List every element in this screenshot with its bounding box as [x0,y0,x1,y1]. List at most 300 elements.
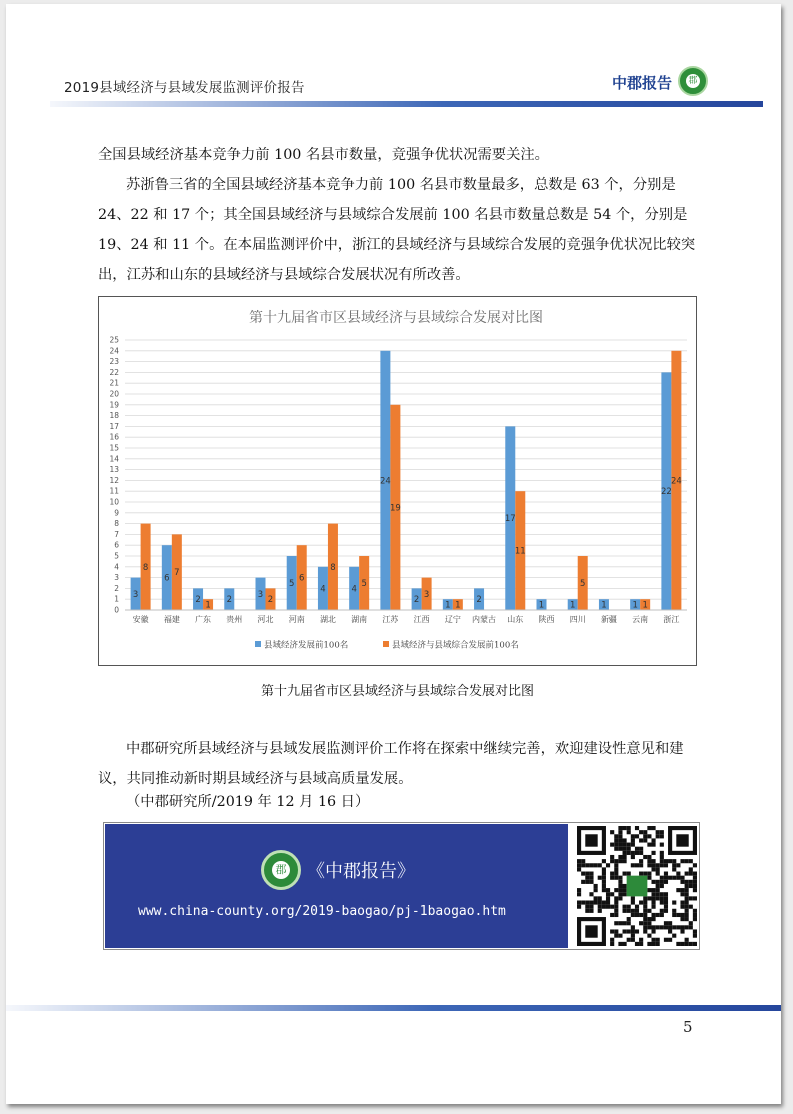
qr-module [693,872,697,876]
qr-module [693,876,697,880]
qr-module [631,838,635,842]
qr-module [664,872,668,876]
qr-module [639,921,643,925]
qr-module [623,888,627,892]
qr-module [693,942,697,946]
qr-module [672,925,676,929]
chart-title: 第十九届省市区县域经济与县域综合发展对比图 [249,310,543,326]
qr-module [651,863,655,867]
logo-char: 郡 [686,74,700,88]
data-label: 8 [330,562,336,573]
x-tick-label: 江西 [413,615,430,624]
qr-module [639,938,643,942]
qr-module [614,929,618,933]
x-tick-label: 陕西 [538,615,555,624]
qr-module [631,925,635,929]
qr-module [635,851,639,855]
qr-module [631,855,635,859]
data-label: 24 [670,476,682,487]
qr-module [623,921,627,925]
qr-module [631,851,635,855]
qr-module [618,880,622,884]
qr-module [614,913,618,917]
qr-module [689,921,693,925]
qr-module [647,921,651,925]
qr-module [581,859,585,863]
qr-module [685,917,689,921]
qr-module [602,884,606,888]
data-label: 11 [514,546,526,557]
qr-module [614,838,618,842]
paragraph-provinces: 苏浙鲁三省的全国县域经济基本竞争力前 100 名县市数量最多，总数是 63 个，分别是 24、22 和 17 个；其全国县域经济与县域综合发展前 100 名县市数量总数是 54 个，分别是 19、24 和 11 个。在本届监测评价中，浙江的县域经济与县域综合发展的竞强争优状况比较突出，江苏和山东的县域经济与县域综合发展状况有所改善。 [98,177,696,283]
qr-module [581,900,585,904]
qr-module [623,855,627,859]
qr-module [664,896,668,900]
qr-module [664,880,668,884]
data-label: 4 [351,584,357,595]
qr-module [693,896,697,900]
data-label: 1 [642,600,648,611]
qr-module [627,826,631,830]
qr-module [680,892,684,896]
qr-module [643,834,647,838]
qr-module [647,934,651,938]
qr-module [623,909,627,913]
qr-module [647,909,651,913]
qr-module [610,855,614,859]
qr-module [614,896,618,900]
qr-module [598,863,602,867]
qr-module [589,905,593,909]
qr-module [685,913,689,917]
qr-module [627,872,631,876]
qr-module [651,900,655,904]
qr-module [602,900,606,904]
y-tick-label: 21 [109,378,119,388]
qr-module [610,830,614,834]
qr-module [651,905,655,909]
qr-module [680,929,684,933]
x-tick-label: 内蒙古 [472,615,497,624]
qr-module [635,909,639,913]
qr-module [618,876,622,880]
data-label: 3 [423,589,430,600]
qr-module [614,843,618,847]
qr-module [618,921,622,925]
signature-line: （中郡研究所/2019 年 12 月 16 日） [126,794,370,810]
y-tick-label: 25 [109,335,119,345]
qr-module [689,859,693,863]
qr-module [635,834,639,838]
qr-module [631,929,635,933]
y-tick-label: 19 [109,400,119,410]
qr-module [598,909,602,913]
qr-module [656,880,660,884]
chart-frame [98,296,697,666]
y-tick-label: 14 [109,454,119,464]
qr-module [660,909,664,913]
qr-module [689,905,693,909]
qr-module [639,900,643,904]
qr-module [598,876,602,880]
qr-module [672,900,676,904]
y-tick-label: 1 [114,594,119,604]
qr-module [618,884,622,888]
qr-module [631,900,635,904]
qr-module [598,900,602,904]
qr-module [623,905,627,909]
qr-module [631,913,635,917]
qr-module [689,867,693,871]
qr-module [610,938,614,942]
qr-module [602,880,606,884]
qr-module [685,884,689,888]
x-tick-label: 山东 [507,615,524,624]
legend-swatch [383,641,389,647]
qr-module [693,929,697,933]
qr-module [660,855,664,859]
qr-module [627,938,631,942]
qr-module [610,876,614,880]
qr-module [610,913,614,917]
qr-module [577,859,581,863]
qr-module [639,942,643,946]
qr-module [643,925,647,929]
qr-module [651,859,655,863]
qr-module [589,880,593,884]
qr-module [618,896,622,900]
qr-code-icon[interactable] [577,826,697,946]
qr-module [614,876,618,880]
data-label: 4 [320,584,326,595]
data-label: 22 [660,487,672,498]
qr-module [610,905,614,909]
qr-module [656,896,660,900]
y-tick-label: 13 [109,465,119,475]
qr-module [585,900,589,904]
brand-name: 中郡报告 [612,74,673,92]
qr-module [577,867,581,871]
qr-module [693,913,697,917]
data-label: 1 [205,600,211,611]
qr-module [676,863,680,867]
qr-module [631,834,635,838]
qr-module [680,913,684,917]
qr-module [610,892,614,896]
qr-module [623,843,627,847]
qr-module [614,934,618,938]
x-tick-label: 福建 [163,615,180,624]
qr-module [676,888,680,892]
zhongjun-logo-icon [678,66,708,96]
qr-module [623,872,627,876]
qr-module [676,876,680,880]
x-tick-label: 湖南 [351,615,368,624]
data-label: 2 [267,595,274,606]
qr-module [606,892,610,896]
qr-module [656,892,660,896]
qr-module [660,876,664,880]
qr-module [656,888,660,892]
qr-module [606,905,610,909]
qr-module [618,934,622,938]
qr-module [685,872,689,876]
qr-module [623,884,627,888]
qr-module [639,872,643,876]
qr-module [656,884,660,888]
qr-module [664,876,668,880]
qr-module [651,942,655,946]
qr-module [614,863,618,867]
qr-module [647,888,651,892]
qr-module [614,859,618,863]
qr-module [643,917,647,921]
qr-module [651,925,655,929]
x-tick-label: 贵州 [226,615,243,624]
qr-module [651,917,655,921]
qr-module [589,900,593,904]
qr-module [589,876,593,880]
data-label: 1 [445,600,451,611]
qr-module [693,917,697,921]
qr-module [581,872,585,876]
qr-module [627,909,631,913]
qr-module [651,929,655,933]
running-header-title: 2019县域经济与县域发展监测评价报告 [64,80,305,96]
qr-module [602,872,606,876]
qr-module [602,867,606,871]
qr-module [651,888,655,892]
qr-module [660,913,664,917]
closing-paragraph: 中郡研究所县域经济与县域发展监测评价工作将在探索中继续完善，欢迎建设性意见和建议，共同推动新时期县域经济与县域高质量发展。 [98,741,684,787]
qr-module [610,942,614,946]
data-label: 1 [632,600,638,611]
qr-module [618,888,622,892]
y-tick-label: 12 [109,475,119,485]
qr-module [610,843,614,847]
y-tick-label: 10 [109,497,119,507]
qr-module [656,938,660,942]
qr-module [676,925,680,929]
qr-module [635,942,639,946]
qr-module [647,859,651,863]
qr-module [631,863,635,867]
qr-module [668,925,672,929]
qr-module [639,913,643,917]
qr-module [672,867,676,871]
qr-module [664,925,668,929]
qr-module [589,863,593,867]
qr-module [598,905,602,909]
qr-module [618,859,622,863]
report-banner[interactable] [103,822,700,950]
qr-module [685,892,689,896]
y-tick-label: 16 [109,432,119,442]
banner-url-link[interactable]: www.china-county.org/2019-baogao/pj-1baogao.htm [138,904,506,919]
data-label: 3 [257,589,264,600]
qr-module [643,913,647,917]
qr-module [635,847,639,851]
qr-module [631,938,635,942]
legend-swatch [255,641,261,647]
qr-module [689,925,693,929]
qr-module [594,896,598,900]
qr-module [689,942,693,946]
qr-module [623,826,627,830]
data-label: 2 [226,595,232,606]
qr-module [660,863,664,867]
data-label: 5 [361,579,367,589]
qr-module [680,925,684,929]
qr-module [618,838,622,842]
qr-module [577,905,581,909]
y-tick-label: 17 [109,421,119,431]
qr-module [685,905,689,909]
data-label: 5 [580,579,586,589]
qr-center-logo [627,876,648,897]
qr-module [623,851,627,855]
qr-module [623,847,627,851]
qr-module [660,830,664,834]
data-label: 1 [455,600,461,611]
qr-module [660,900,664,904]
qr-module [693,934,697,938]
qr-module [643,909,647,913]
qr-module [635,826,639,830]
y-tick-label: 22 [109,367,119,377]
qr-module [656,872,660,876]
qr-module [643,830,647,834]
y-tick-label: 9 [114,508,119,518]
x-tick-label: 安徽 [132,615,149,624]
x-tick-label: 四川 [569,615,586,624]
qr-module [598,896,602,900]
qr-module [577,900,581,904]
qr-module [647,917,651,921]
qr-module [594,888,598,892]
qr-module [660,834,664,838]
qr-module [589,872,593,876]
qr-module [618,826,622,830]
qr-module [672,934,676,938]
x-tick-label: 浙江 [663,615,680,624]
qr-module [672,863,676,867]
qr-module [656,913,660,917]
qr-module [618,830,622,834]
y-tick-label: 23 [109,357,119,367]
qr-module [602,905,606,909]
y-tick-label: 0 [114,605,119,615]
data-label: 19 [389,503,401,514]
paragraph-continued: 全国县域经济基本竞争力前 100 名县市数量，竞强争优状况需要关注。 [98,147,549,163]
qr-module [627,905,631,909]
x-tick-label: 辽宁 [444,615,461,624]
qr-module [647,855,651,859]
qr-module [623,942,627,946]
qr-module [664,921,668,925]
qr-module [639,863,643,867]
qr-module [660,925,664,929]
qr-module [685,925,689,929]
qr-module [623,838,627,842]
qr-module [643,896,647,900]
qr-module [635,863,639,867]
qr-module [651,838,655,842]
qr-module [685,888,689,892]
qr-module [680,880,684,884]
x-tick-label: 河南 [288,615,305,624]
qr-module [672,913,676,917]
qr-module [585,905,589,909]
y-tick-label: 4 [114,562,119,572]
data-label: 2 [476,595,482,606]
data-label: 2 [413,595,420,606]
qr-module [639,851,643,855]
qr-module [585,876,589,880]
qr-module [627,843,631,847]
qr-module [660,896,664,900]
y-tick-label: 3 [114,573,119,583]
legend-label: 县域经济发展前100名 [264,640,349,651]
qr-module [623,892,627,896]
qr-module [656,867,660,871]
qr-module [664,909,668,913]
qr-module [614,900,618,904]
data-label: 1 [570,600,576,611]
qr-module [660,892,664,896]
qr-module [656,942,660,946]
qr-module [589,892,593,896]
x-tick-label: 云南 [632,615,649,624]
qr-module [660,843,664,847]
qr-module [647,872,651,876]
qr-module [685,896,689,900]
qr-module [606,863,610,867]
qr-module [664,859,668,863]
qr-module [680,942,684,946]
page-number: 5 [683,1018,693,1036]
qr-module [618,892,622,896]
qr-module [664,892,668,896]
qr-module [643,929,647,933]
qr-module [639,847,643,851]
qr-module [672,909,676,913]
y-tick-label: 20 [109,389,119,399]
qr-module [680,900,684,904]
chart-caption: 第十九届省市区县域经济与县域综合发展对比图 [260,684,534,699]
qr-module [631,896,635,900]
qr-module [656,925,660,929]
qr-module [618,843,622,847]
qr-module [660,851,664,855]
qr-module [594,900,598,904]
qr-module [643,872,647,876]
qr-module [614,921,618,925]
qr-module [614,888,618,892]
qr-module [680,888,684,892]
y-tick-label: 5 [114,551,119,561]
qr-module [651,913,655,917]
qr-module [581,880,585,884]
y-tick-label: 8 [114,519,119,529]
qr-module [631,934,635,938]
x-tick-label: 广东 [195,615,212,624]
qr-module [577,888,581,892]
qr-module [685,909,689,913]
qr-module [602,876,606,880]
qr-module [614,847,618,851]
qr-module [585,872,589,876]
